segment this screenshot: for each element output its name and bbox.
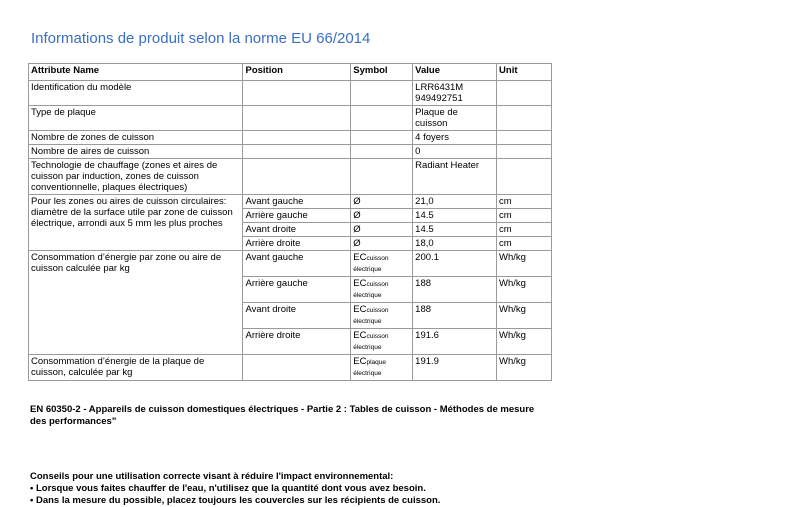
row-label-areas-count: Nombre de aires de cuisson (29, 145, 243, 159)
value-cell: 200.1 (413, 251, 497, 277)
unit-cell: Wh/kg (497, 251, 552, 277)
value-cell: 191.6 (413, 329, 497, 355)
page-title: Informations de produit selon la norme EU 66/2014 (31, 30, 371, 47)
symbol-cell: ECplaque électrique (351, 355, 413, 381)
advice-line-2: • Dans la mesure du possible, placez toujours les couvercles sur les récipients de cuisson. (30, 495, 441, 506)
header-value: Value (413, 64, 497, 81)
value-cell: 14.5 (413, 209, 497, 223)
table-row (29, 195, 552, 209)
model-number: LRR6431M (415, 82, 464, 93)
symbol-cell: ECcuisson électrique (351, 251, 413, 277)
row-label-heating-tech: Technologie de chauffage (zones et aires de cuisson par induction, zones de cuisson conventionnelle, plaques électriques) (29, 159, 243, 195)
header-position: Position (243, 64, 351, 81)
position-cell: Arrière droite (243, 329, 351, 355)
unit-cell: cm (497, 209, 552, 223)
value-cell: 21,0 (413, 195, 497, 209)
position-cell: Avant droite (243, 303, 351, 329)
value-cell: 14.5 (413, 223, 497, 237)
position-cell: Arrière gauche (243, 277, 351, 303)
table-row (29, 159, 552, 195)
position-cell: Avant droite (243, 223, 351, 237)
product-number: 949492751 (415, 93, 463, 104)
plate-type-value: Plaque de cuisson (413, 106, 497, 131)
environmental-advice (30, 471, 550, 507)
value-cell: 188 (413, 303, 497, 329)
row-label-energy-zone: Consommation d’énergie par zone ou aire de cuisson calculée par kg (29, 251, 243, 355)
value-cell: 188 (413, 277, 497, 303)
unit-cell: cm (497, 237, 552, 251)
header-unit: Unit (497, 64, 552, 81)
symbol-cell: Ø (351, 223, 413, 237)
table-row (29, 145, 552, 159)
symbol-cell: Ø (351, 195, 413, 209)
header-attribute-name: Attribute Name (29, 64, 243, 81)
table-row (29, 106, 552, 131)
position-cell: Arrière droite (243, 237, 351, 251)
advice-heading: Conseils pour une utilisation correcte visant à réduire l'impact environnemental: (30, 471, 394, 482)
standard-reference: EN 60350-2 - Appareils de cuisson domestiques électriques - Partie 2 : Tables de cuisson - Méthodes de mesure des performances" (30, 404, 535, 427)
table-header-row (29, 64, 552, 81)
row-label-plate-type: Type de plaque (29, 106, 243, 131)
position-cell: Avant gauche (243, 195, 351, 209)
row-label-zones-count: Nombre de zones de cuisson (29, 131, 243, 145)
unit-cell: Wh/kg (497, 329, 552, 355)
symbol-cell: ECcuisson électrique (351, 329, 413, 355)
symbol-cell: ECcuisson électrique (351, 277, 413, 303)
value-cell: 191.9 (413, 355, 497, 381)
advice-line-1: • Lorsque vous faites chauffer de l'eau, n'utilisez que la quantité dont vous avez besoin. (30, 483, 426, 494)
table-row (29, 131, 552, 145)
table-row (29, 81, 552, 106)
unit-cell: cm (497, 223, 552, 237)
value-cell: 18,0 (413, 237, 497, 251)
heating-tech-value: Radiant Heater (413, 159, 497, 195)
zones-count-value: 4 foyers (413, 131, 497, 145)
table-row (29, 251, 552, 277)
position-cell: Arrière gauche (243, 209, 351, 223)
product-info-table (28, 63, 552, 381)
model-id-value (413, 81, 497, 106)
row-label-diameter: Pour les zones ou aires de cuisson circulaires: diamètre de la surface utile par zone de cuisson électrique, arrondi aux 5 mm les plus proches (29, 195, 243, 251)
unit-cell: cm (497, 195, 552, 209)
table-row (29, 355, 552, 381)
symbol-cell: Ø (351, 209, 413, 223)
unit-cell: Wh/kg (497, 303, 552, 329)
row-label-model-id: Identification du modèle (29, 81, 243, 106)
symbol-cell: Ø (351, 237, 413, 251)
row-label-energy-plate: Consommation d’énergie de la plaque de cuisson, calculée par kg (29, 355, 243, 381)
unit-cell: Wh/kg (497, 355, 552, 381)
position-cell: Avant gauche (243, 251, 351, 277)
areas-count-value: 0 (413, 145, 497, 159)
symbol-cell: ECcuisson électrique (351, 303, 413, 329)
header-symbol: Symbol (351, 64, 413, 81)
unit-cell: Wh/kg (497, 277, 552, 303)
